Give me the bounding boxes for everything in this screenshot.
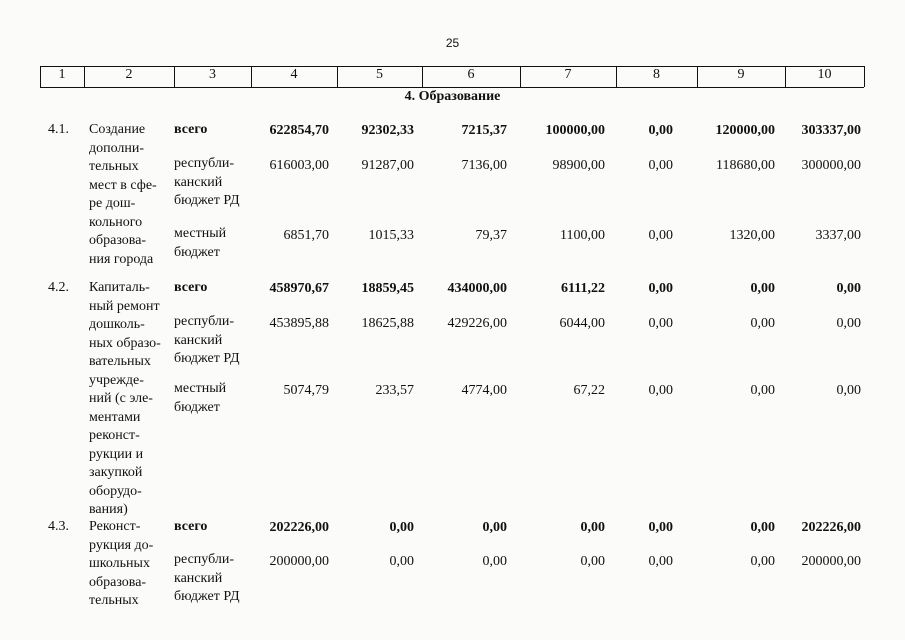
funding-source: канский xyxy=(174,174,223,190)
row-name-line: закупкой xyxy=(89,465,143,480)
amount-cell: 616003,00 xyxy=(269,158,329,173)
amount-cell: 453895,88 xyxy=(269,316,329,331)
page-number: 25 xyxy=(445,36,460,50)
amount-cell: 0,00 xyxy=(648,520,673,535)
amount-cell: 120000,00 xyxy=(715,123,775,138)
funding-source: республи- xyxy=(174,314,234,329)
amount-cell: 300000,00 xyxy=(801,158,861,173)
row-index: 4.2. xyxy=(48,280,69,295)
row-name-line: дошколь- xyxy=(89,317,145,332)
funding-source: всего xyxy=(174,122,208,137)
amount-cell: 79,37 xyxy=(475,228,507,243)
amount-cell: 303337,00 xyxy=(801,123,861,138)
amount-cell: 233,57 xyxy=(375,383,414,398)
section-title: 4. Образование xyxy=(404,89,501,104)
row-name-line: ных образо- xyxy=(89,335,161,351)
amount-cell: 622854,70 xyxy=(269,123,329,138)
amount-cell: 7136,00 xyxy=(461,158,507,173)
row-name-line: тельных xyxy=(89,159,139,174)
row-name-line: рукции и xyxy=(89,446,144,462)
header-divider xyxy=(864,66,865,87)
column-header: 7 xyxy=(564,67,572,82)
row-name-line: Создание xyxy=(89,122,146,137)
row-name-line: школьных xyxy=(89,556,150,571)
amount-cell: 18625,88 xyxy=(361,316,414,331)
row-name-line: ный ремонт xyxy=(89,298,160,314)
funding-source: бюджет xyxy=(174,244,220,260)
row-name-line: образова- xyxy=(89,233,147,248)
funding-source: республи- xyxy=(174,552,234,567)
row-name-line: реконст- xyxy=(89,428,140,443)
row-index: 4.3. xyxy=(48,519,69,534)
amount-cell: 0,00 xyxy=(750,281,775,296)
row-name-line: оборудо- xyxy=(89,483,142,499)
amount-cell: 1100,00 xyxy=(560,228,605,243)
amount-cell: 0,00 xyxy=(648,554,673,569)
column-header: 3 xyxy=(209,67,216,82)
row-name-line: мест в сфе- xyxy=(89,177,157,193)
amount-cell: 92302,33 xyxy=(361,123,414,138)
amount-cell: 0,00 xyxy=(836,316,861,331)
row-name-line: ментами xyxy=(89,409,141,425)
amount-cell: 0,00 xyxy=(836,383,861,398)
column-header: 2 xyxy=(125,67,133,82)
amount-cell: 0,00 xyxy=(648,316,673,331)
amount-cell: 0,00 xyxy=(648,123,673,138)
amount-cell: 434000,00 xyxy=(447,281,507,296)
amount-cell: 429226,00 xyxy=(447,316,507,331)
row-name-line: дополни- xyxy=(89,140,145,156)
amount-cell: 0,00 xyxy=(389,520,414,535)
amount-cell: 6111,22 xyxy=(561,281,605,296)
amount-cell: 0,00 xyxy=(648,158,673,173)
amount-cell: 118680,00 xyxy=(716,158,775,173)
column-header: 4 xyxy=(290,67,298,82)
funding-source: канский xyxy=(174,570,223,586)
amount-cell: 0,00 xyxy=(648,383,673,398)
row-name-line: Реконст- xyxy=(89,519,141,534)
funding-source: местный xyxy=(174,226,227,241)
funding-source: всего xyxy=(174,519,208,534)
row-name-line: рукция до- xyxy=(89,537,154,553)
funding-source: местный xyxy=(174,381,227,396)
amount-cell: 0,00 xyxy=(836,281,861,296)
funding-source: всего xyxy=(174,280,208,295)
column-header: 1 xyxy=(58,67,66,82)
amount-cell: 98900,00 xyxy=(552,158,605,173)
amount-cell: 0,00 xyxy=(750,554,775,569)
amount-cell: 0,00 xyxy=(482,520,507,535)
amount-cell: 4774,00 xyxy=(461,383,507,398)
amount-cell: 6044,00 xyxy=(559,316,605,331)
amount-cell: 200000,00 xyxy=(269,554,329,569)
amount-cell: 67,22 xyxy=(573,383,605,398)
funding-source: бюджет РД xyxy=(174,351,240,366)
amount-cell: 0,00 xyxy=(482,554,507,569)
row-name-line: образова- xyxy=(89,574,147,590)
row-name-line: Капиталь- xyxy=(89,280,150,295)
amount-cell: 0,00 xyxy=(750,316,775,331)
amount-cell: 0,00 xyxy=(750,383,775,398)
amount-cell: 0,00 xyxy=(580,520,605,535)
funding-source: канский xyxy=(174,332,223,348)
amount-cell: 1320,00 xyxy=(729,228,775,243)
row-name-line: ний (с эле- xyxy=(89,391,153,406)
amount-cell: 91287,00 xyxy=(361,158,414,173)
funding-source: бюджет xyxy=(174,399,220,415)
amount-cell: 0,00 xyxy=(580,554,605,569)
column-header: 5 xyxy=(376,67,383,82)
amount-cell: 202226,00 xyxy=(269,520,329,535)
amount-cell: 0,00 xyxy=(648,281,673,296)
row-name-line: вания) xyxy=(89,502,128,517)
amount-cell: 0,00 xyxy=(648,228,673,243)
header-bottom-rule xyxy=(40,87,864,88)
row-name-line: кольного xyxy=(89,214,143,230)
column-header: 6 xyxy=(467,67,475,82)
amount-cell: 18859,45 xyxy=(361,281,414,296)
row-name-line: ния города xyxy=(89,251,154,267)
column-header: 10 xyxy=(817,67,832,82)
row-index: 4.1. xyxy=(48,122,69,137)
column-header: 9 xyxy=(737,67,745,82)
amount-cell: 458970,67 xyxy=(269,281,329,296)
column-header: 8 xyxy=(653,67,660,82)
amount-cell: 0,00 xyxy=(750,520,775,535)
row-name-line: вательных xyxy=(89,354,151,369)
row-name-line: тельных xyxy=(89,593,139,608)
amount-cell: 7215,37 xyxy=(461,123,507,138)
amount-cell: 3337,00 xyxy=(815,228,861,243)
amount-cell: 202226,00 xyxy=(801,520,861,535)
amount-cell: 200000,00 xyxy=(801,554,861,569)
funding-source: бюджет РД xyxy=(174,589,240,604)
amount-cell: 100000,00 xyxy=(545,123,605,138)
funding-source: бюджет РД xyxy=(174,193,240,208)
amount-cell: 1015,33 xyxy=(368,228,414,243)
funding-source: республи- xyxy=(174,156,234,171)
amount-cell: 5074,79 xyxy=(283,383,329,398)
amount-cell: 0,00 xyxy=(389,554,414,569)
amount-cell: 6851,70 xyxy=(283,228,329,243)
row-name-line: ре дош- xyxy=(89,196,136,211)
row-name-line: учрежде- xyxy=(89,372,144,388)
